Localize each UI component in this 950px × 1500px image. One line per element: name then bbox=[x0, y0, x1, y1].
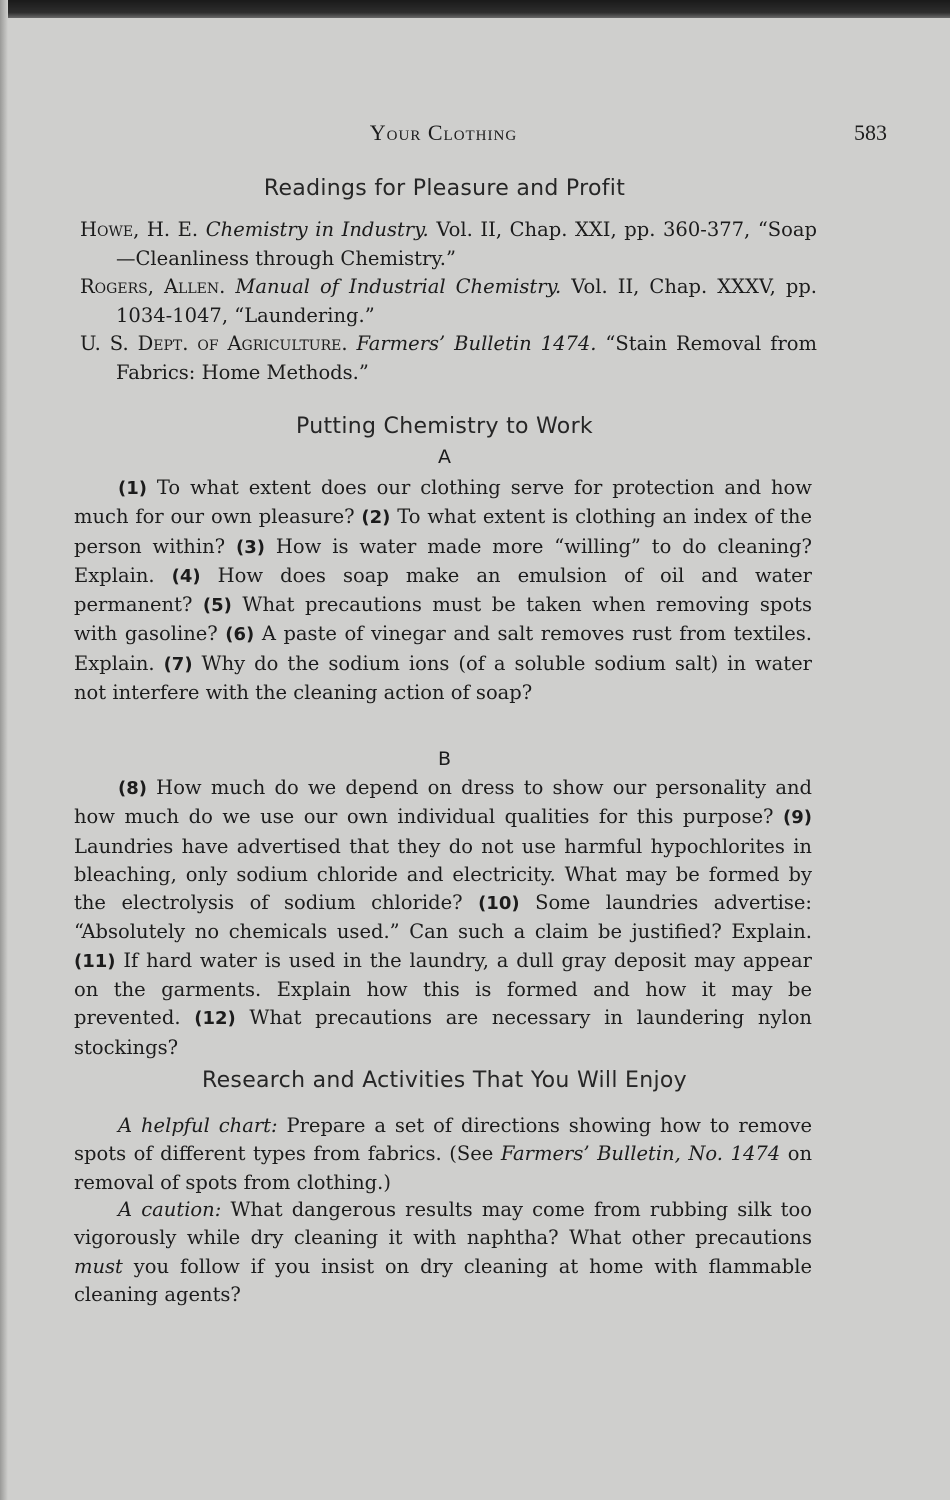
question-number: (9) bbox=[783, 807, 812, 829]
reference-author: Howe, H. E. bbox=[80, 218, 199, 241]
caution-paragraph bbox=[74, 1196, 812, 1309]
question-text: What precautions must be taken when removing spots with gasoline? bbox=[74, 593, 812, 646]
question-number: (12) bbox=[194, 1008, 236, 1030]
section-b-questions bbox=[74, 774, 812, 1062]
reference-details: Vol. II, Chap. XXI, pp. 360-377, “Soap—Cleanliness through Chemistry.” bbox=[116, 218, 818, 270]
reference-title: Farmers’ Bulletin 1474. bbox=[356, 332, 597, 355]
question-number: (1) bbox=[118, 478, 147, 499]
running-head bbox=[72, 120, 887, 150]
question-number: (2) bbox=[361, 507, 391, 529]
activity-label: A caution: bbox=[118, 1198, 222, 1221]
running-title: Your Clothing bbox=[369, 120, 518, 145]
question-text: Laundries have advertised that they do not use harmful hypochlorites in bleaching, only sodium chloride and electricity. What may be formed by the electrolysis of sodium chloride? bbox=[74, 834, 812, 915]
reference-author: Rogers, Allen. bbox=[80, 275, 226, 298]
activity-text: on removal of spots from clothing.) bbox=[74, 1142, 813, 1194]
question-text: How does soap make an emulsion of oil and water permanent? bbox=[74, 563, 812, 617]
question-number: (10) bbox=[478, 893, 520, 915]
question-text: To what extent does our clothing serve for protection and how much for our own pleasure? bbox=[74, 476, 812, 529]
activity-text: Prepare a set of directions showing how to remove spots of different types from fabrics. (See bbox=[74, 1114, 812, 1166]
reference-details: Vol. II, Chap. XXXV, pp. 1034-1047, “Laundering.” bbox=[116, 275, 817, 327]
question-text: What precautions are necessary in laundering nylon stockings? bbox=[74, 1006, 812, 1059]
section-b-letter: B bbox=[437, 748, 452, 770]
activity-text: you follow if you insist on dry cleaning at home with flammable cleaning agents? bbox=[74, 1254, 812, 1306]
question-text: To what extent is clothing an index of the person within? bbox=[74, 505, 812, 558]
question-text: A paste of vinegar and salt removes rust from textiles. Explain. bbox=[74, 622, 812, 675]
activity-label: A helpful chart: bbox=[118, 1114, 278, 1137]
readings-heading: Readings for Pleasure and Profit bbox=[263, 176, 626, 201]
question-text: If hard water is used in the laundry, a dull gray deposit may appear on the garments. Explain how this is formed and how it may be prevented. bbox=[74, 948, 812, 1030]
question-number: (4) bbox=[171, 565, 201, 587]
bulletin-reference: Farmers’ Bulletin, No. 1474 bbox=[500, 1142, 781, 1166]
putting-chemistry-heading: Putting Chemistry to Work bbox=[296, 414, 593, 439]
reference-title: Chemistry in Industry. bbox=[205, 218, 429, 241]
helpful-chart-paragraph bbox=[74, 1112, 812, 1197]
reference-author: U. S. Dept. of Agriculture. bbox=[80, 332, 348, 355]
question-number: (5) bbox=[202, 595, 232, 617]
emphasis-text: must bbox=[74, 1254, 123, 1278]
reference-item bbox=[80, 330, 817, 387]
question-number: (7) bbox=[163, 653, 193, 675]
reference-item bbox=[80, 273, 817, 330]
question-number: (11) bbox=[74, 950, 116, 972]
reference-list bbox=[80, 216, 817, 387]
reference-item bbox=[80, 216, 817, 273]
question-text: Some laundries advertise: “Absolutely no chemicals used.” Can such a claim be justified? Explain. bbox=[74, 891, 812, 944]
question-number: (6) bbox=[225, 624, 255, 646]
question-text: How much do we depend on dress to show our personality and how much do we use our own individual qualities for this purpose? bbox=[74, 776, 812, 829]
reference-details: “Stain Removal from Fabrics: Home Methods.” bbox=[116, 332, 817, 384]
question-number: (3) bbox=[236, 536, 265, 558]
question-text: Why do the sodium ions (of a soluble sodium salt) in water not interfere with the cleaning action of soap? bbox=[74, 651, 812, 705]
research-heading: Research and Activities That You Will Enjoy bbox=[202, 1068, 687, 1093]
reference-title: Manual of Industrial Chemistry. bbox=[235, 275, 562, 298]
activity-text: What dangerous results may come from rubbing silk too vigorously while dry cleaning it with naphtha? What other precautions bbox=[74, 1198, 812, 1250]
question-text: How is water made more “willing” to do cleaning? Explain. bbox=[74, 534, 812, 587]
page-number: 583 bbox=[854, 120, 887, 145]
question-number: (8) bbox=[118, 778, 147, 799]
section-a-letter: A bbox=[438, 446, 451, 468]
section-a-questions bbox=[74, 474, 812, 707]
